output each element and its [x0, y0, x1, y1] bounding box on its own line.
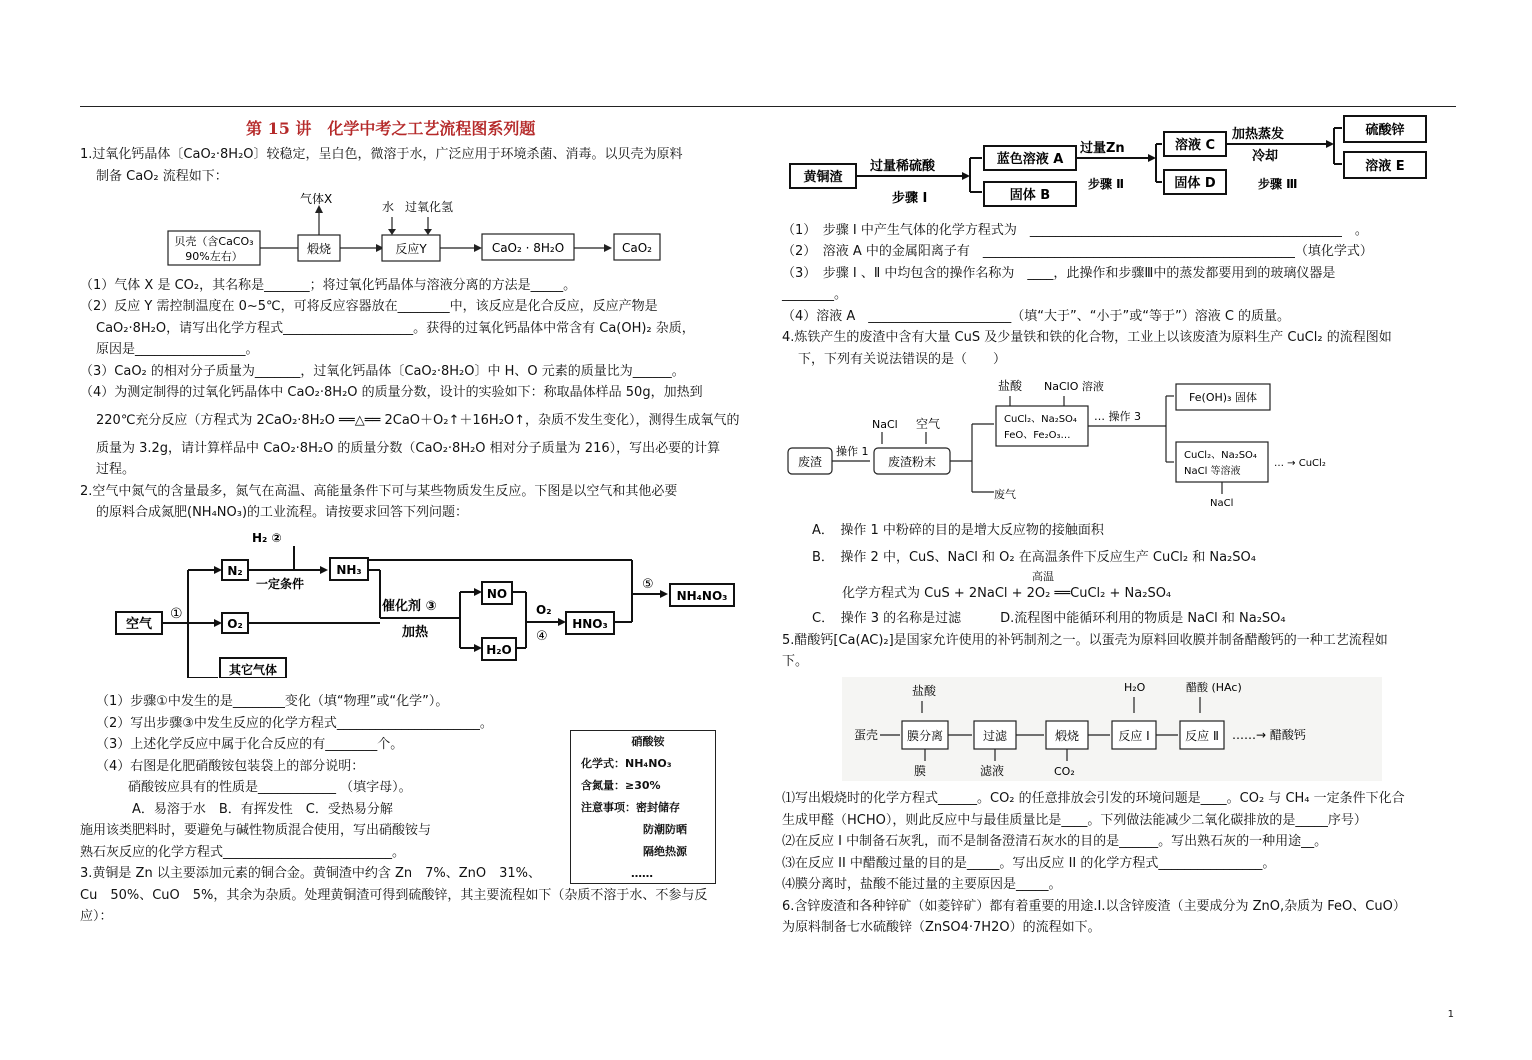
q4-intro: 4.炼铁产生的废渣中含有大量 CuS 及少量铁和铁的化合物，工业上以该废渣为原料生产 CuCl₂ 的流程图如 — [782, 330, 1392, 345]
o2-text: O₂ — [227, 616, 243, 631]
air-text: 空气 — [125, 616, 153, 632]
label-nitrogen: 含氮量：≥30% — [581, 779, 661, 792]
q4-flow-diagram — [782, 378, 1454, 508]
mem-text: 膜 — [914, 763, 927, 778]
zn-text: 过量Zn — [1080, 141, 1125, 156]
q2-part4-b: 硝酸铵应具有的性质是____________ （填字母）。 — [128, 780, 412, 795]
q6-intro: 6.含锌废渣和各种锌矿（如菱锌矿）都有着重要的用途.I.以含锌废渣（主要成分为 ZnO,杂质为 FeO、CuO） — [782, 898, 1406, 914]
solution-a-text: 蓝色溶液 A — [996, 152, 1064, 167]
calcine-text: 煅烧 — [306, 242, 332, 256]
q5-part1: ⑴写出煅烧时的化学方程式______。CO₂ 的任意排放会引发的环境问题是____。CO₂ 与 CH₄ 一定条件下化合 — [782, 791, 1405, 806]
mix1-text-1: CuCl₂、Na₂SO₄ — [1004, 414, 1077, 425]
q3-flow-diagram — [782, 114, 1454, 212]
cond-text: 一定条件 — [256, 576, 305, 591]
waste-gas-text: 废气 — [994, 488, 1016, 501]
q5-part3: ⑶在反应 II 中醋酸过量的目的是_____。写出反应 II 的化学方程式________________。 — [782, 855, 1276, 871]
q3-intro: 3.黄铜是 Zn 以主要添加元素的铜合金。黄铜渣中约含 Zn 7%、ZnO 31%、 — [80, 866, 541, 881]
q5-hcl-text: 盐酸 — [912, 683, 937, 698]
r2-text: 反应 Ⅱ — [1185, 728, 1219, 743]
nh3-text: NH₃ — [336, 562, 362, 577]
q5-prod-text: ……→ 醋酸钙 — [1232, 727, 1306, 742]
slag-text: 黄铜渣 — [803, 170, 843, 185]
filtrate-text: 滤液 — [980, 763, 1005, 778]
peroxide-text: 过氧化氢 — [405, 200, 454, 214]
fertilizer-label — [570, 730, 716, 884]
label-dots: …… — [631, 867, 653, 880]
q3-intro-3: 应）： — [80, 909, 113, 924]
label-note-3: 隔绝热源 — [643, 845, 687, 858]
q5-part2: ⑵在反应 I 中制备石灰乳，而不是制备澄清石灰水的目的是______。写出熟石灰的一种用途__。 — [782, 834, 1328, 849]
q5-part1-b: 生成甲醛（HCHO），则此反应中与最佳质量比是____。下列做法能减少二氧化碳排放的是_____序号） — [782, 812, 1367, 828]
step5-text: ⑤ — [642, 576, 654, 592]
q1-intro-2: 制备 CaO₂ 流程如下： — [96, 168, 228, 184]
r1-text: 反应 Ⅰ — [1118, 728, 1150, 743]
q3-part4: （4）溶液 A ______________________（填“大于”、“小于”或“等于”）溶液 C 的质量。 — [782, 308, 1291, 324]
naclo-text: NaClO 溶液 — [1044, 380, 1104, 393]
znso4-text: 硫酸锌 — [1365, 123, 1405, 138]
q5-flow-diagram — [782, 677, 1454, 781]
q4-intro-2: 下，下列有关说法错误的是（ ） — [798, 351, 1007, 367]
q1-part2-b: CaO₂·8H₂O，请写出化学方程式____________________。获得的过氧化钙晶体中常含有 Ca(OH)₂ 杂质， — [96, 320, 695, 336]
q2-part5-b: 熟石灰反应的化学方程式__________________________。 — [80, 844, 406, 860]
q1-part1: （1）气体 X 是 CO₂，其名称是_______；将过氧化钙晶体与溶液分离的方法是_____。 — [80, 277, 577, 293]
q2-part4: （4）右图是化肥硝酸铵包装袋上的部分说明： — [96, 758, 365, 774]
q1-part4-d: 过程。 — [96, 462, 136, 477]
q2-part5: 施用该类肥料时，要避免与碱性物质混合使用，写出硝酸铵与 — [80, 823, 432, 838]
heat-text: 加热 — [402, 624, 429, 640]
air-text: 空气 — [916, 417, 941, 431]
solid-d-text: 固体 D — [1174, 176, 1216, 191]
nh4no3-text: NH₄NO₃ — [676, 588, 728, 603]
crystal-text: CaO₂ · 8H₂O — [491, 241, 565, 255]
op1-text: 操作 1 — [836, 445, 869, 458]
step3-label: 步骤 Ⅲ — [1258, 177, 1298, 191]
mix2-text-2: NaCl 等溶液 — [1184, 466, 1241, 477]
solution-c-text: 溶液 C — [1174, 138, 1216, 153]
q3-intro-2: Cu 50%、CuO 5%，其余为杂质。处理黄铜渣可得到硫酸锌，其主要流程如下（杂质不溶于水、不参与反 — [80, 887, 708, 903]
q5-intro-2: 下。 — [782, 654, 809, 669]
label-title: 硝酸铵 — [631, 735, 665, 748]
q2-part2: （2）写出步骤③中发生反应的化学方程式______________________。 — [96, 715, 493, 731]
gas-x-text: 气体X — [300, 192, 333, 206]
label-formula: 化学式：NH₄NO₃ — [581, 757, 672, 770]
q2-intro: 2.空气中氮气的含量最多，氮气在高温、高能量条件下可与某些物质发生反应。下图是以空气和其他必要 — [80, 483, 678, 499]
page-title: 第 15 讲 化学中考之工艺流程图系列题 — [246, 119, 536, 138]
label-note: 注意事项：密封储存 — [581, 801, 680, 814]
q1-part2-c: 原因是_________________。 — [96, 342, 259, 357]
acid-text: 过量稀硫酸 — [870, 159, 936, 174]
feoh-text: Fe(OH)₃ 固体 — [1189, 391, 1257, 404]
header-rule — [80, 106, 1456, 107]
q4-option-b-condition: 高温 — [1032, 569, 1054, 583]
filter-text: 过滤 — [982, 728, 1008, 743]
q1-part4-c: 质量为 3.2g，请计算样品中 CaO₂·8H₂O 的质量分数（CaO₂·8H₂O 相对分子质量为 216），写出必要的计算 — [96, 440, 721, 456]
q4-option-b: B． 操作 2 中，CuS、NaCl 和 O₂ 在高温条件下反应生产 CuCl₂ 和 Na₂SO₄ — [812, 550, 1256, 565]
q2-flow-diagram — [80, 530, 752, 678]
page-number: 1 — [1447, 1009, 1454, 1020]
solid-b-text: 固体 B — [1009, 188, 1051, 203]
q1-part3: （3）CaO₂ 的相对分子质量为_______，过氧化钙晶体〔CaO₂·8H₂O〕中 H、O 元素的质量比为______。 — [80, 363, 685, 379]
op3-text: … 操作 3 — [1094, 410, 1141, 423]
co2-text: CO₂ — [1054, 764, 1075, 778]
q3-part1: （1） 步骤 Ⅰ 中产生气体的化学方程式为 ________________________________________________ 。 — [782, 222, 1368, 238]
cao2-text: CaO₂ — [622, 241, 652, 255]
water-text: 水 — [382, 200, 395, 214]
q2-part1: （1）步骤①中发生的是________变化（填“物理”或“化学”）。 — [96, 694, 449, 709]
mix1-text-2: FeO、Fe₂O₃… — [1004, 430, 1071, 441]
shell-text-1: 贝壳（含CaCO₃ — [174, 235, 254, 248]
no-text: NO — [486, 586, 508, 601]
q3-part2: （2） 溶液 A 中的金属阳离子有 ________________________________________________（填化学式） — [782, 244, 1373, 259]
h2o-text: H₂O — [486, 642, 512, 657]
step2-label: 步骤 Ⅱ — [1088, 177, 1125, 191]
q1-part2: （2）反应 Y 需控制温度在 0~5℃，可将反应容器放在________中，该反应是化合反应，反应产物是 — [80, 299, 658, 314]
nacl-text: NaCl — [872, 418, 898, 431]
q6-intro-2: 为原料制备七水硫酸锌（ZnSO4·7H2O）的流程如下。 — [782, 920, 1101, 935]
label-note-2: 防潮防晒 — [643, 823, 687, 836]
o2b-text: O₂ — [536, 602, 552, 617]
hno3-text: HNO₃ — [572, 616, 608, 631]
q2-options: A．易溶于水 B．有挥发性 C．受热易分解 — [132, 801, 393, 817]
shell-text-2: 90%左右） — [185, 250, 243, 263]
q4-option-a: A． 操作 1 中粉碎的目的是增大反应物的接触面积 — [812, 522, 1104, 538]
q5-intro: 5.醋酸钙[Ca(AC)₂]是国家允许使用的补钙制剂之一。以蛋壳为原料回收膜并制备醋酸钙的一种工艺流程如 — [782, 632, 1388, 648]
hac-text: 醋酸 (HAc) — [1186, 680, 1242, 694]
hcl-text: 盐酸 — [998, 379, 1023, 393]
waste-text: 废渣 — [797, 455, 823, 469]
q4-option-b-equation: 化学方程式为 CuS + 2NaCl + 2O₂ ══CuCl₂ + Na₂SO₄ — [842, 585, 1172, 601]
cool-text: 冷却 — [1252, 149, 1279, 164]
evap-text: 加热蒸发 — [1232, 127, 1285, 142]
calc-text: 煅烧 — [1054, 728, 1080, 743]
q4-option-cd: C． 操作 3 的名称是过滤 D.流程图中能循环利用的物质是 NaCl 和 Na₂SO₄ — [812, 611, 1286, 626]
q3-part3-b: ________。 — [782, 287, 848, 302]
q1-flow-diagram — [80, 187, 752, 267]
q5-part4: ⑷膜分离时，盐酸不能过量的主要原因是_____。 — [782, 877, 1062, 892]
n2-text: N₂ — [227, 563, 243, 578]
react-y-text: 反应Y — [395, 242, 427, 256]
q1-part4: （4）为测定制得的过氧化钙晶体中 CaO₂·8H₂O 的质量分数，设计的实验如下：称取晶体样品 50g，加热到 — [80, 385, 703, 400]
q3-part3: （3） 步骤 Ⅰ 、Ⅱ 中均包含的操作名称为 ____，此操作和步骤Ⅲ中的蒸发都要用到的玻璃仪器是 — [782, 265, 1336, 281]
sep-text: 膜分离 — [906, 728, 944, 743]
q2-intro-2: 的原料合成氮肥(NH₄NO₃)的工业流程。请按要求回答下列问题： — [96, 505, 469, 520]
other-gas-text: 其它气体 — [228, 662, 278, 677]
cucl2-text: … → CuCl₂ — [1274, 458, 1326, 469]
powder-text: 废渣粉末 — [887, 455, 937, 469]
q1-part4-b: 220℃充分反应（方程式为 2CaO₂·8H₂O ══△══ 2CaO＋O₂↑＋16H₂O↑，杂质不发生变化），测得生成氧气的 — [96, 412, 740, 428]
mix2-text-1: CuCl₂、Na₂SO₄ — [1184, 450, 1257, 461]
step1-text: ① — [170, 605, 183, 622]
q5-h2o-text: H₂O — [1124, 680, 1146, 694]
egg-text: 蛋壳 — [854, 727, 879, 742]
catalyst-text: 催化剂 ③ — [382, 598, 437, 614]
right-column — [782, 114, 1454, 939]
q1-intro: 1.过氧化钙晶体〔CaO₂·8H₂O〕较稳定，呈白色，微溶于水，广泛应用于环境杀菌、消毒。以贝壳为原料 — [80, 147, 683, 162]
h2-text: H₂ ② — [252, 530, 282, 545]
step1-label: 步骤 Ⅰ — [892, 191, 928, 206]
step4-text: ④ — [536, 628, 548, 644]
q2-part3: （3）上述化学反应中属于化合反应的有________个。 — [96, 737, 404, 752]
nacl-out-text: NaCl — [1210, 498, 1234, 508]
solution-e-text: 溶液 E — [1365, 159, 1405, 174]
